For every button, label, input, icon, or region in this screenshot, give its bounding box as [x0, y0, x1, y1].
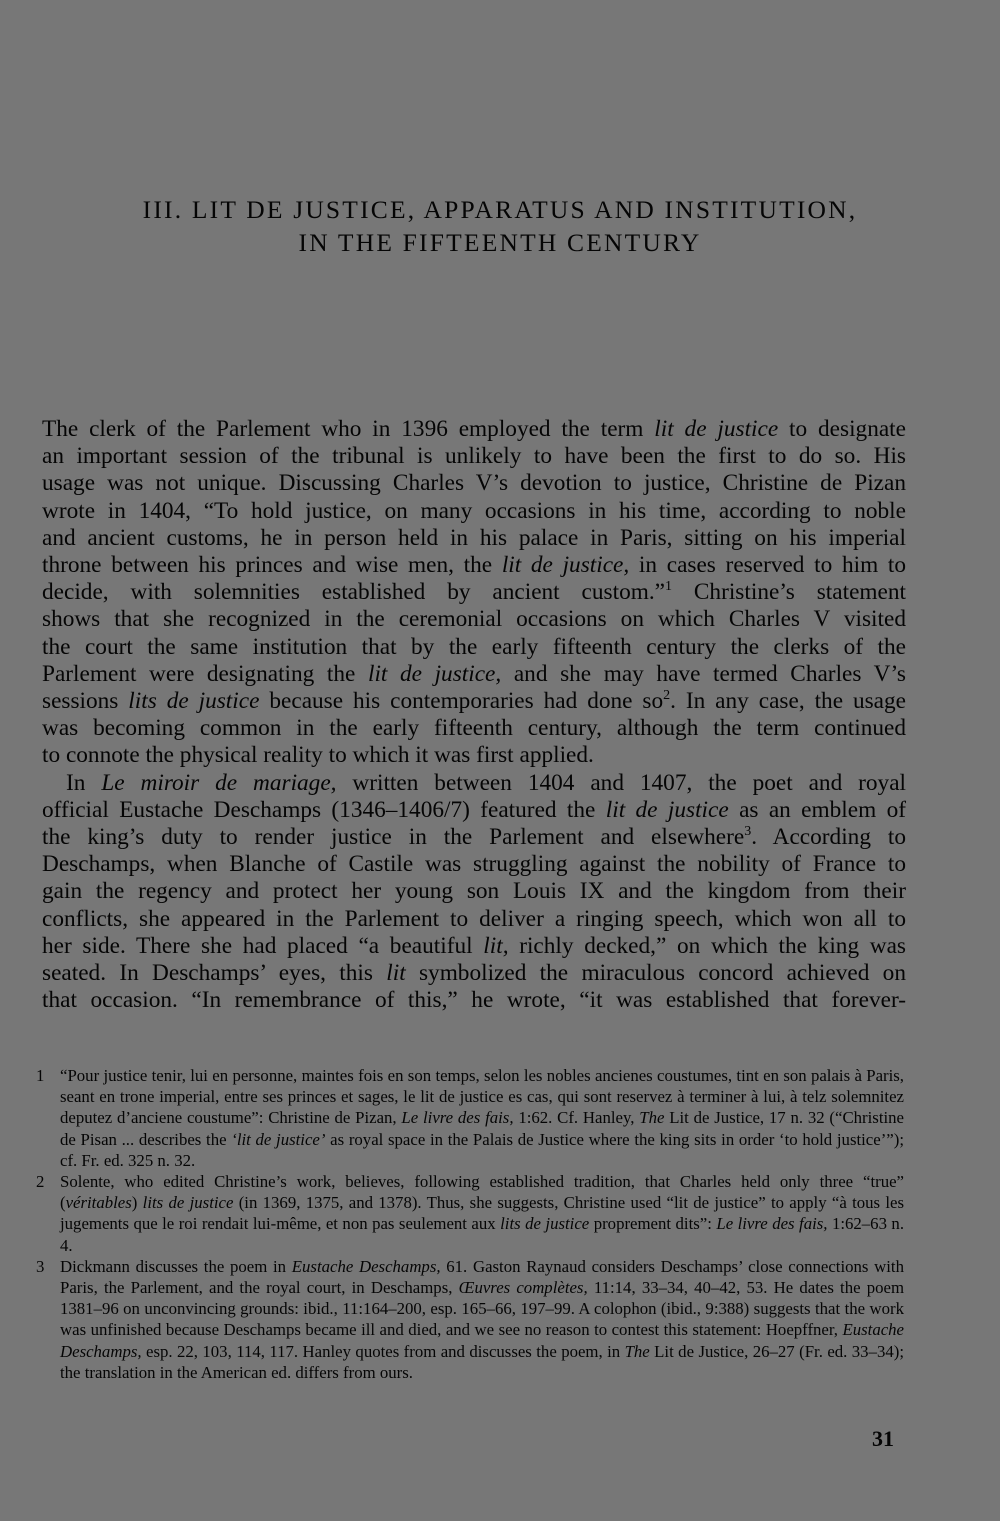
text-run: written between 1404 and 1407, the poet and royal: [336, 769, 907, 796]
footnote-ref-3[interactable]: 3: [744, 824, 752, 840]
footnote-number: 2: [36, 1172, 45, 1192]
italic-term: lit de justice: [605, 796, 729, 823]
footnote-text: ): [131, 1193, 143, 1213]
footnote-text: 1:62. Cf. Hanley,: [513, 1108, 640, 1128]
footnote-text: esp. 22, 103, 114, 117. Hanley quotes from and discusses the poem, in: [141, 1341, 625, 1361]
footnote-text: (in 1369, 1375, and 1378). Thus, she suggests, Christine used “lit de justice” to apply “à tous les jugements que le roi rendait lui-même, et non pas seulement aux: [60, 1193, 904, 1234]
text-line: that occasion. “In remembrance of this,” he wrote, “it was established that forever-: [42, 987, 906, 1014]
text-line: [42, 416, 906, 443]
footnote-text: as royal space in the Palais de Justice where the king sits in order ‘to hold justice’”); cf. Fr. ed. 325 n. 32.: [60, 1129, 904, 1170]
footnote-text: “Pour justice tenir, lui en personne, maintes fois en son temps, selon les nobles ancienes coustumes, tint en son palais à Paris, seant en trone imperial, entre ses princes et sages, le lit de justice es cas, qui sont reservez à terminer à lui, à telz solemnitez deputez d’anciene coustume”: Christine de Pizan,: [60, 1066, 904, 1128]
text-run: official Eustache Deschamps (1346–1406/7) featured the: [42, 796, 606, 823]
paragraph-2: [42, 770, 906, 1015]
italic-title: Le livre des fais,: [716, 1214, 828, 1234]
text-run: The clerk of the Parlement who in 1396 employed the term: [42, 416, 655, 442]
footnote-text: proprement dits”:: [589, 1214, 717, 1234]
italic-term: véritables: [65, 1193, 132, 1213]
italic-title: Le miroir de mariage,: [101, 769, 337, 796]
italic-title: The: [624, 1341, 650, 1361]
text-line: wrote in 1404, “To hold justice, on many occasions in his time, according to noble: [42, 497, 906, 524]
text-run: sessions: [42, 688, 129, 715]
italic-title: Œuvres complètes,: [458, 1278, 588, 1298]
text-run: richly decked,” on which the king was: [508, 932, 906, 959]
italic-term: lits de justice: [128, 688, 260, 715]
italic-term: lit de justice,: [501, 552, 630, 579]
text-line: and ancient customs, he in person held in his palace in Paris, sitting on his imperial: [42, 524, 906, 551]
italic-term: lit: [386, 960, 406, 987]
footnote-text: 61. Gaston Raynaud considers Deschamps’ close connections with Paris, the Parlement, and the royal court, in Deschamps,: [60, 1256, 904, 1298]
italic-term: ‘lit de justice’: [231, 1129, 326, 1149]
footnote-3: [36, 1256, 904, 1383]
italic-title: Eustache Deschamps,: [291, 1256, 441, 1276]
text-line: to connote the physical reality to which it was first applied.: [42, 742, 594, 769]
text-line: was becoming common in the early fifteenth century, although the term continued: [42, 715, 906, 742]
page-number: 31: [872, 1426, 894, 1451]
footnote-text: 11:14, 33–34, 40–42, 53. He dates the poem 1381–96 on unconvincing grounds: ibid., 11:164–200, esp. 165–66, 197–99. A colophon (ibid., 9:388) suggests that the work was unfinished because Deschamps became ill and died, and we see no reason to contest this statement: Hoepffner,: [60, 1278, 904, 1340]
text-run: her side. There she had placed “a beautiful: [42, 932, 484, 959]
italic-term: lit de justice: [654, 416, 779, 442]
chapter-heading: [60, 193, 940, 259]
text-run: . In any case, the usage: [670, 688, 907, 715]
text-run: throne between his princes and wise men, the: [42, 552, 502, 579]
text-run: and she may have termed Charles V’s: [501, 660, 906, 687]
italic-title: Eustache Deschamps,: [60, 1320, 904, 1361]
text-line: gain the regency and protect her young son Louis IX and the kingdom from their: [42, 878, 906, 905]
text-run: Parlement were designating the: [42, 660, 368, 687]
text-line: [42, 933, 906, 960]
text-line: shows that she recognized in the ceremonial occasions on which Charles V visited: [42, 606, 906, 633]
text-line: [42, 960, 906, 987]
text-run: as an emblem of: [728, 796, 906, 823]
text-run: In: [66, 769, 102, 796]
chapter-heading-line-1: III. LIT DE JUSTICE, APPARATUS AND INSTITUTION,: [142, 195, 858, 224]
text-line: conflicts, she appeared in the Parlement to deliver a ringing speech, which won all to: [42, 905, 906, 932]
text-run: seated. In Deschamps’ eyes, this: [42, 960, 387, 987]
italic-term: lits de justice: [500, 1214, 590, 1234]
chapter-heading-line-2: IN THE FIFTEENTH CENTURY: [298, 228, 702, 257]
footnote-ref-1[interactable]: 1: [665, 579, 672, 595]
text-line: [42, 552, 906, 579]
text-run: . According to: [751, 824, 907, 851]
footnote-1: [36, 1065, 904, 1171]
italic-term: lit,: [483, 932, 509, 959]
text-run: because his contemporaries had done so: [259, 688, 664, 715]
footnote-text: Lit de Justice, 17 n. 32 (“Christine de Pisan ... describes the: [60, 1108, 904, 1149]
footnotes: [36, 1065, 904, 1383]
text-line: [42, 688, 906, 715]
text-run: to designate: [778, 416, 906, 442]
text-line: [42, 797, 906, 824]
text-line: the court the same institution that by the early fifteenth century the clerks of the: [42, 633, 906, 660]
footnote-text: 1:62–63 n. 4.: [60, 1214, 905, 1255]
text-line: [42, 579, 906, 606]
footnote-text: Dickmann discusses the poem in: [60, 1256, 292, 1276]
text-line: [42, 770, 906, 797]
text-line: usage was not unique. Discussing Charles V’s devotion to justice, Christine de Pizan: [42, 470, 906, 497]
footnote-text: Solente, who edited Christine’s work, believes, following established tradition, that Charles held only three “true” (: [60, 1172, 904, 1213]
text-line: an important session of the tribunal is unlikely to have been the first to do so. His: [42, 443, 906, 470]
text-line: Deschamps, when Blanche of Castile was struggling against the nobility of France to: [42, 851, 906, 878]
footnote-number: 1: [36, 1066, 45, 1085]
italic-term: lits de justice: [142, 1193, 234, 1213]
italic-title: Le livre des fais,: [401, 1108, 514, 1128]
text-run: the king’s duty to render justice in the Parlement and elsewhere: [42, 824, 745, 851]
text-line: [42, 824, 906, 851]
footnote-text: Lit de Justice, 26–27 (Fr. ed. 33–34); the translation in the American ed. differs from ours.: [60, 1341, 904, 1382]
footnote-number: 3: [36, 1256, 45, 1276]
text-run: in cases reserved to him to: [629, 552, 906, 579]
paragraph-1: [42, 416, 906, 770]
italic-term: lit de justice,: [367, 660, 502, 687]
text-run: symbolized the miraculous concord achieved on: [405, 960, 906, 987]
italic-title: The: [639, 1108, 665, 1128]
text-run: decide, with solemnities established by ancient custom.”: [42, 579, 666, 606]
body-text: [42, 416, 906, 1014]
text-line: [42, 661, 906, 688]
footnote-2: [36, 1171, 904, 1256]
footnote-ref-2[interactable]: 2: [663, 688, 671, 704]
text-run: Christine’s statement: [672, 579, 907, 606]
